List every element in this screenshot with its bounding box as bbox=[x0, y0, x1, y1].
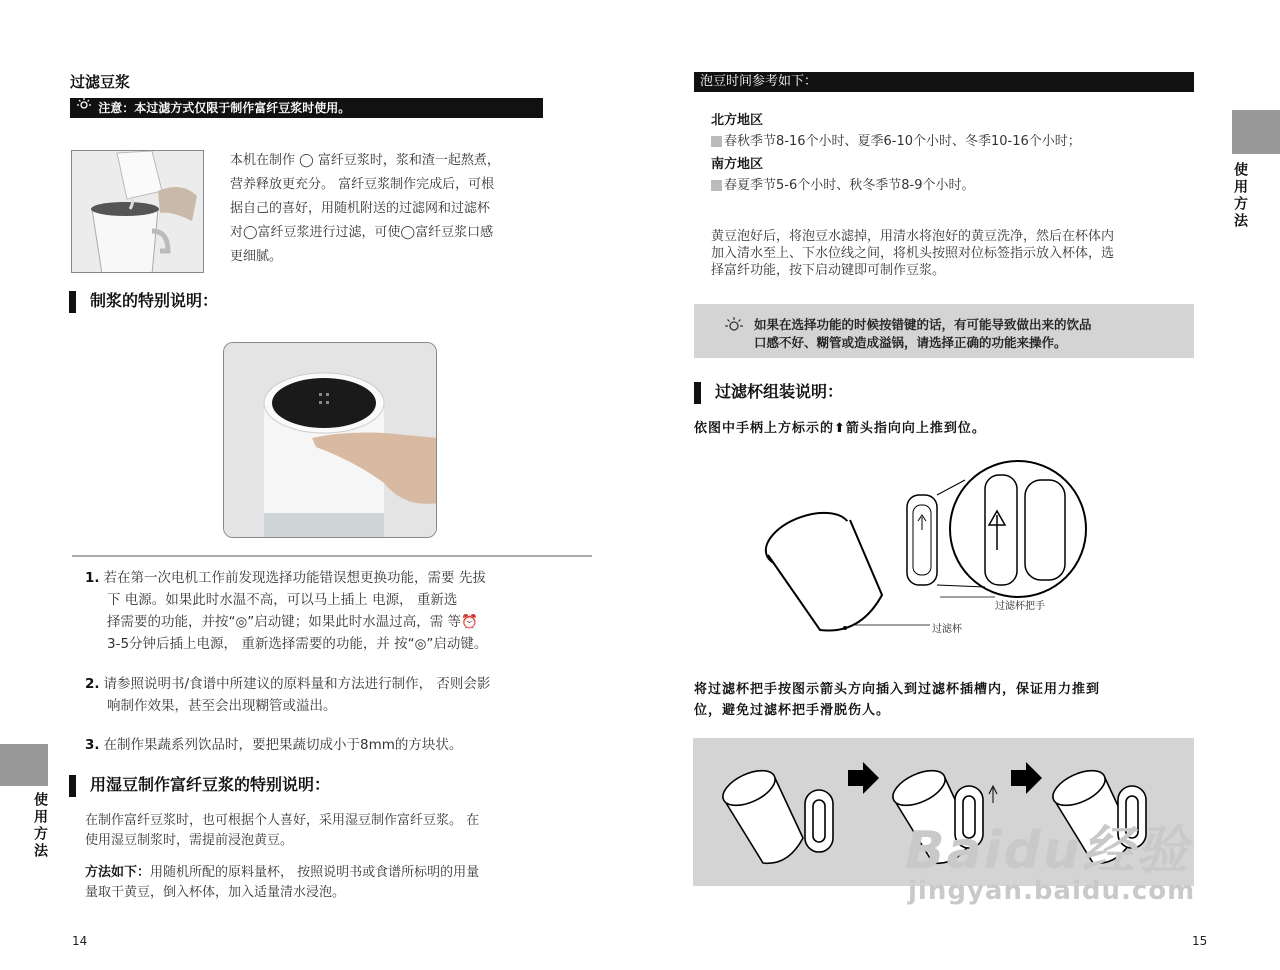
soak-procedure-paragraph: 黄豆泡好后，将泡豆水滤掉，用清水将泡好的黄豆洗净，然后在杯体内 加入清水至上、下水位线之间，将机头按照对位标签指示放入杯体，选 择富纤功能，按下启动键即可制作豆浆。 bbox=[711, 229, 1115, 278]
assembly-instruction-1: 依图中手柄上方标示的⬆箭头指向向上推到位。 bbox=[694, 421, 986, 436]
north-label: 北方地区 bbox=[711, 113, 764, 128]
machine-photo bbox=[223, 342, 437, 538]
south-label: 南方地区 bbox=[711, 157, 764, 172]
right-side-tab bbox=[1232, 110, 1280, 154]
page-number-right: 15 bbox=[1192, 934, 1208, 948]
filter-cup-diagram bbox=[760, 455, 1090, 645]
left-side-tab bbox=[0, 744, 48, 786]
bullet-square-icon bbox=[711, 180, 722, 191]
note-item-1: 1. 若在第一次电机工作前发现选择功能错误想更换功能，需要 先拔 下 电源。如果此时水温不高，可以马上插上 电源， 重新选 择需要的功能，并按“◎”启动键；如果此时水温过高，需 等⏰ 3-5分钟后插上电源， 重新选择需要的功能，并 按“◎”启动键。 bbox=[85, 570, 488, 652]
right-side-label: 使用方法 bbox=[1232, 162, 1248, 230]
notice-text: 注意：本过滤方式仅限于制作富纤豆浆时使用。 bbox=[98, 101, 351, 115]
page-number-left: 14 bbox=[72, 934, 88, 948]
intro-paragraph: 本机在制作 ◯ 富纤豆浆时，浆和渣一起熬煮， 营养释放更充分。 富纤豆浆制作完成后，可根 据自己的喜好，用随机附送的过滤网和过滤杯 对◯富纤豆浆进行过滤，可使◯富纤豆浆口感 更细腻。 bbox=[230, 153, 500, 264]
notice-bar bbox=[70, 98, 543, 118]
lightbulb-icon bbox=[724, 316, 744, 339]
filter-photo bbox=[71, 150, 204, 273]
heading-marker bbox=[694, 382, 701, 404]
heading-marker bbox=[69, 775, 76, 797]
section-heading-wet-beans: 用湿豆制作富纤豆浆的特别说明： bbox=[69, 773, 330, 797]
north-times: 春秋季节8-16个小时、夏季6-10个小时、冬季10-16个小时； bbox=[711, 132, 1081, 152]
watermark-logo: Baidu经验 bbox=[905, 821, 1190, 881]
wet-bean-paragraph: 在制作富纤豆浆时，也可根据个人喜好，采用湿豆制作富纤豆浆。 在 使用湿豆制浆时，需提前浸泡黄豆。 bbox=[85, 813, 480, 848]
assembly-instruction-2: 将过滤杯把手按图示箭头方向插入到过滤杯插槽内，保证用力推到 位，避免过滤杯把手滑脱伤人。 bbox=[694, 682, 1101, 718]
bullet-square-icon bbox=[711, 136, 722, 147]
method-paragraph: 方法如下：用随机所配的原料量杯， 按照说明书或食谱所标明的用量 量取干黄豆，倒入杯体，加入适量清水浸泡。 bbox=[85, 865, 480, 900]
heading-marker bbox=[69, 291, 76, 313]
left-page-title: 过滤豆浆 bbox=[70, 73, 131, 91]
south-times: 春夏季节5-6个小时、秋冬季节8-9个小时。 bbox=[711, 176, 974, 196]
section-heading-filter-assembly: 过滤杯组装说明： bbox=[694, 380, 843, 404]
lightbulb-icon bbox=[76, 98, 94, 118]
left-side-label: 使用方法 bbox=[32, 792, 48, 860]
label-filter-cup: 过滤杯 bbox=[932, 624, 962, 635]
up-arrow-icon: ⬆ bbox=[834, 421, 846, 436]
label-filter-handle: 过滤杯把手 bbox=[995, 601, 1045, 612]
note-item-2: 2. 请参照说明书/食谱中所建议的原料量和方法进行制作， 否则会影 响制作效果，甚至会出现糊管或溢出。 bbox=[85, 676, 491, 714]
soak-title-bar: 泡豆时间参考如下： bbox=[694, 72, 1194, 92]
watermark-url: jingyan.baidu.com bbox=[908, 876, 1196, 906]
warning-box: 如果在选择功能的时候按错键的话，有可能导致做出来的饮品 口感不好、糊管或造成溢锅，请选择正确的功能来操作。 bbox=[694, 304, 1194, 358]
divider bbox=[72, 555, 592, 557]
note-item-3: 3. 在制作果蔬系列饮品时，要把果蔬切成小于8mm的方块状。 bbox=[85, 737, 463, 753]
section-heading-pulping: 制浆的特别说明： bbox=[69, 289, 218, 313]
